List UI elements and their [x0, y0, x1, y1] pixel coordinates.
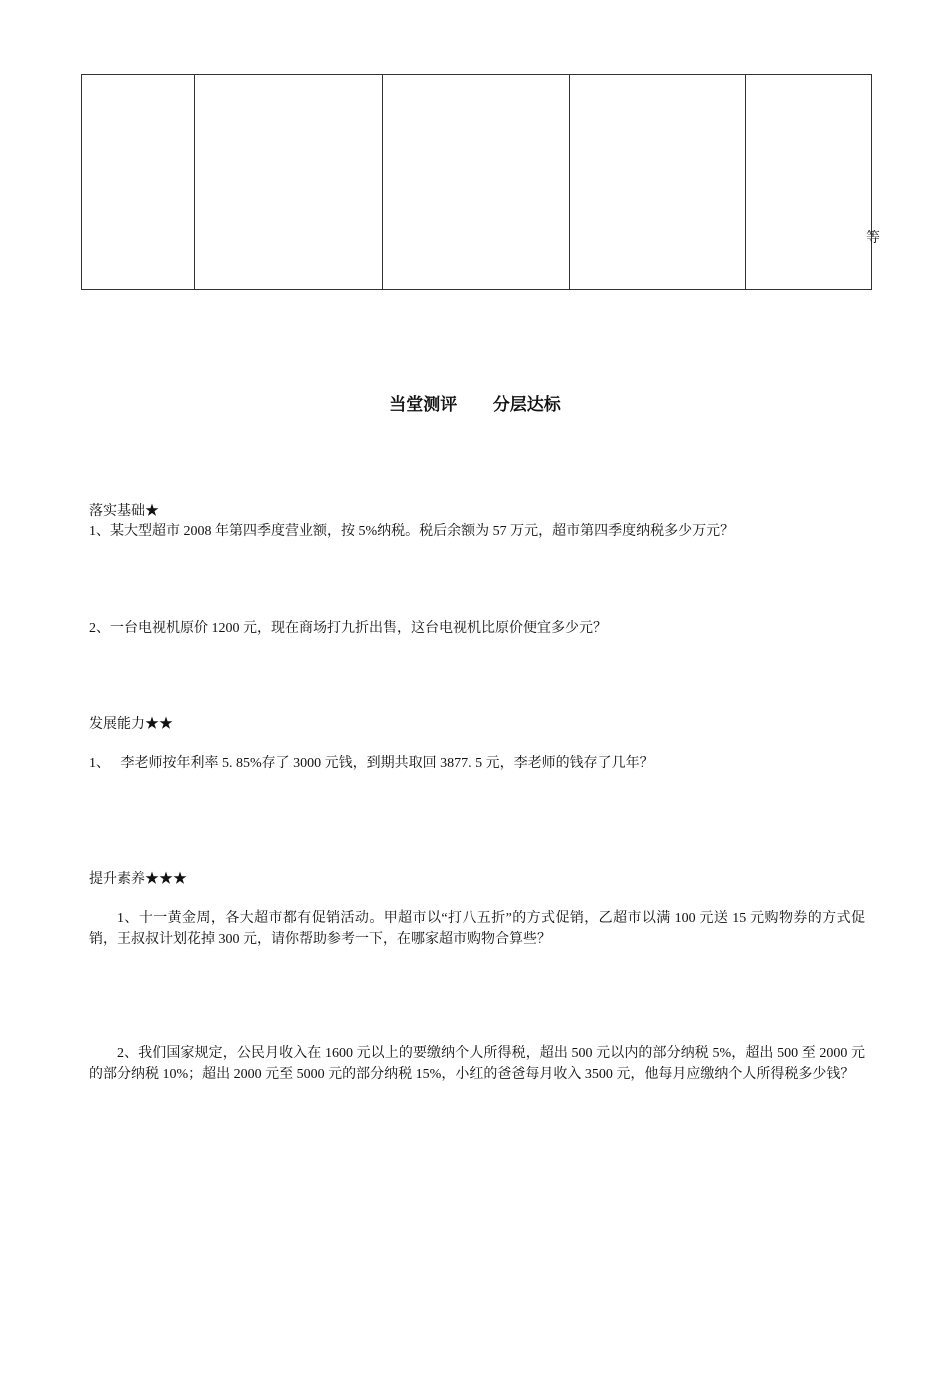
section-heading-develop: 发展能力★★ [89, 717, 173, 732]
table-cell [195, 75, 383, 290]
table-cell-note: 等 [866, 231, 880, 246]
section-heading-basic: 落实基础★ [89, 504, 159, 519]
question-basic-2: 2、一台电视机原价 1200 元，现在商场打九折出售，这台电视机比原价便宜多少元？ [89, 621, 607, 636]
table-cell [383, 75, 570, 290]
question-basic-1: 1、某大型超市 2008 年第四季度营业额，按 5%纳税。税后余额为 57 万元，超市第四季度纳税多少万元？ [89, 524, 735, 539]
blank-grid-table [81, 74, 880, 290]
table-cell [82, 75, 195, 290]
question-advance-2: 2、我们国家规定，公民月收入在 1600 元以上的要缴纳个人所得税，超出 500 元以内的部分纳税 5%，超出 500 至 2000 元的部分纳税 10%；超出 2000 元至 5000 元的部分纳税 15%，小红的爸爸每月收入 3500 元，他每月应缴纳个人所得税多少钱？ [89, 1046, 865, 1082]
table-cell [746, 75, 880, 290]
page-title: 当堂测评 分层达标 [389, 395, 561, 415]
section-heading-advance: 提升素养★★★ [89, 872, 187, 887]
question-advance-1: 1、十一黄金周，各大超市都有促销活动。甲超市以“打八五折”的方式促销，乙超市以满 100 元送 15 元购物券的方式促销，王叔叔计划花掉 300 元，请你帮助参考一下，在哪家超市购物合算些？ [89, 911, 865, 947]
question-develop-1: 1、 李老师按年利率 5. 85%存了 3000 元钱，到期共取回 3877. 5 元，李老师的钱存了几年？ [89, 756, 654, 771]
table-cell [570, 75, 746, 290]
